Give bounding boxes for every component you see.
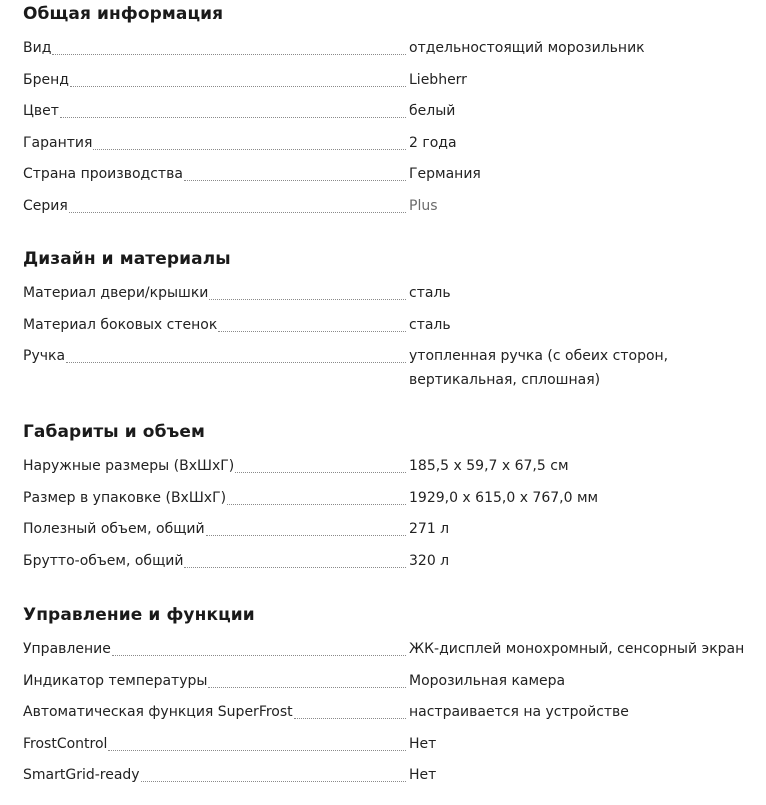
spec-rows: [23, 36, 763, 225]
dotted-leader: [70, 85, 406, 87]
spec-value: Нет: [409, 735, 437, 752]
dotted-leader: [206, 534, 406, 536]
spec-row-country: [23, 162, 763, 194]
spec-rows: [23, 454, 763, 580]
spec-label: Размер в упаковке (ВхШхГ): [23, 489, 227, 506]
spec-value: сталь: [409, 316, 451, 333]
dotted-leader: [184, 179, 406, 181]
spec-label: Вид: [23, 40, 52, 56]
dotted-leader: [93, 148, 406, 150]
spec-value: Liebherr: [409, 71, 467, 88]
spec-value: белый: [409, 103, 456, 119]
spec-row-warranty: [23, 131, 763, 163]
spec-row-series: [23, 194, 763, 226]
section-title: Габариты и объем: [23, 422, 206, 442]
spec-value: Морозильная камера: [409, 672, 566, 689]
spec-rows: [23, 281, 763, 401]
spec-label: Наружные размеры (ВхШхГ): [23, 458, 235, 474]
spec-row-brand: [23, 68, 763, 100]
dotted-leader: [66, 361, 406, 363]
dotted-leader: [108, 749, 406, 751]
spec-label: Индикатор температуры: [23, 672, 208, 689]
spec-row-net-volume: [23, 517, 763, 549]
section-title: Дизайн и материалы: [23, 249, 231, 269]
spec-value: 271 л: [409, 521, 450, 537]
spec-label: Материал двери/крышки: [23, 285, 209, 301]
section-dimensions-volume: [23, 418, 763, 580]
spec-label: Управление: [23, 641, 111, 657]
spec-row-gross-volume: [23, 549, 763, 581]
spec-row-outer-size: [23, 454, 763, 486]
spec-label: Материал боковых стенок: [23, 316, 218, 333]
dotted-leader: [294, 717, 406, 719]
spec-label: Автоматическая функция SuperFrost: [23, 704, 293, 720]
section-title: Управление и функции: [23, 605, 255, 625]
spec-value-link[interactable]: Plus: [409, 197, 438, 214]
spec-label: Гарантия: [23, 134, 93, 151]
spec-label: Серия: [23, 197, 68, 214]
spec-label: Брутто-объем, общий: [23, 552, 184, 569]
spec-value: утопленная ручка (с обеих сторон, вертикальная, сплошная): [409, 348, 669, 388]
dotted-leader: [227, 503, 406, 505]
spec-value: Нет: [409, 767, 437, 783]
spec-row-color: [23, 99, 763, 131]
spec-value: 1929,0 x 615,0 x 767,0 мм: [409, 489, 599, 506]
spec-row-smartgrid: [23, 763, 763, 795]
dotted-leader: [141, 780, 406, 782]
spec-row-package-size: [23, 486, 763, 518]
spec-value: настраивается на устройстве: [409, 704, 629, 720]
spec-value: 185,5 x 59,7 x 67,5 см: [409, 458, 569, 474]
dotted-leader: [60, 116, 406, 118]
dotted-leader: [218, 330, 406, 332]
spec-value: отдельностоящий морозильник: [409, 40, 645, 56]
spec-label: SmartGrid-ready: [23, 767, 140, 783]
spec-row-temp-indicator: [23, 669, 763, 701]
dotted-leader: [69, 211, 406, 213]
spec-row-door-material: [23, 281, 763, 313]
dotted-leader: [235, 471, 406, 473]
spec-row-control: [23, 637, 763, 669]
spec-rows: [23, 637, 763, 795]
spec-value: сталь: [409, 285, 451, 301]
spec-row-side-material: [23, 313, 763, 345]
spec-label: Страна производства: [23, 166, 183, 182]
dotted-leader: [184, 566, 406, 568]
spec-value: 320 л: [409, 552, 450, 569]
section-design-materials: [23, 245, 763, 401]
spec-row-handle: [23, 344, 763, 401]
spec-value: 2 года: [409, 134, 457, 151]
dotted-leader: [52, 53, 406, 55]
spec-label: Цвет: [23, 103, 59, 119]
spec-value: Германия: [409, 166, 481, 182]
section-title: Общая информация: [23, 4, 224, 24]
spec-label: FrostControl: [23, 735, 108, 752]
spec-row-superfrost: [23, 700, 763, 732]
dotted-leader: [209, 298, 406, 300]
spec-row-frostcontrol: [23, 732, 763, 764]
spec-label: Ручка: [23, 348, 66, 364]
spec-row-type: [23, 36, 763, 68]
spec-label: Полезный объем, общий: [23, 521, 205, 537]
dotted-leader: [112, 654, 406, 656]
spec-label: Бренд: [23, 71, 69, 88]
section-general-info: [23, 0, 763, 225]
spec-value: ЖК-дисплей монохромный, сенсорный экран: [409, 641, 745, 657]
section-controls-functions: [23, 601, 763, 795]
dotted-leader: [208, 686, 406, 688]
